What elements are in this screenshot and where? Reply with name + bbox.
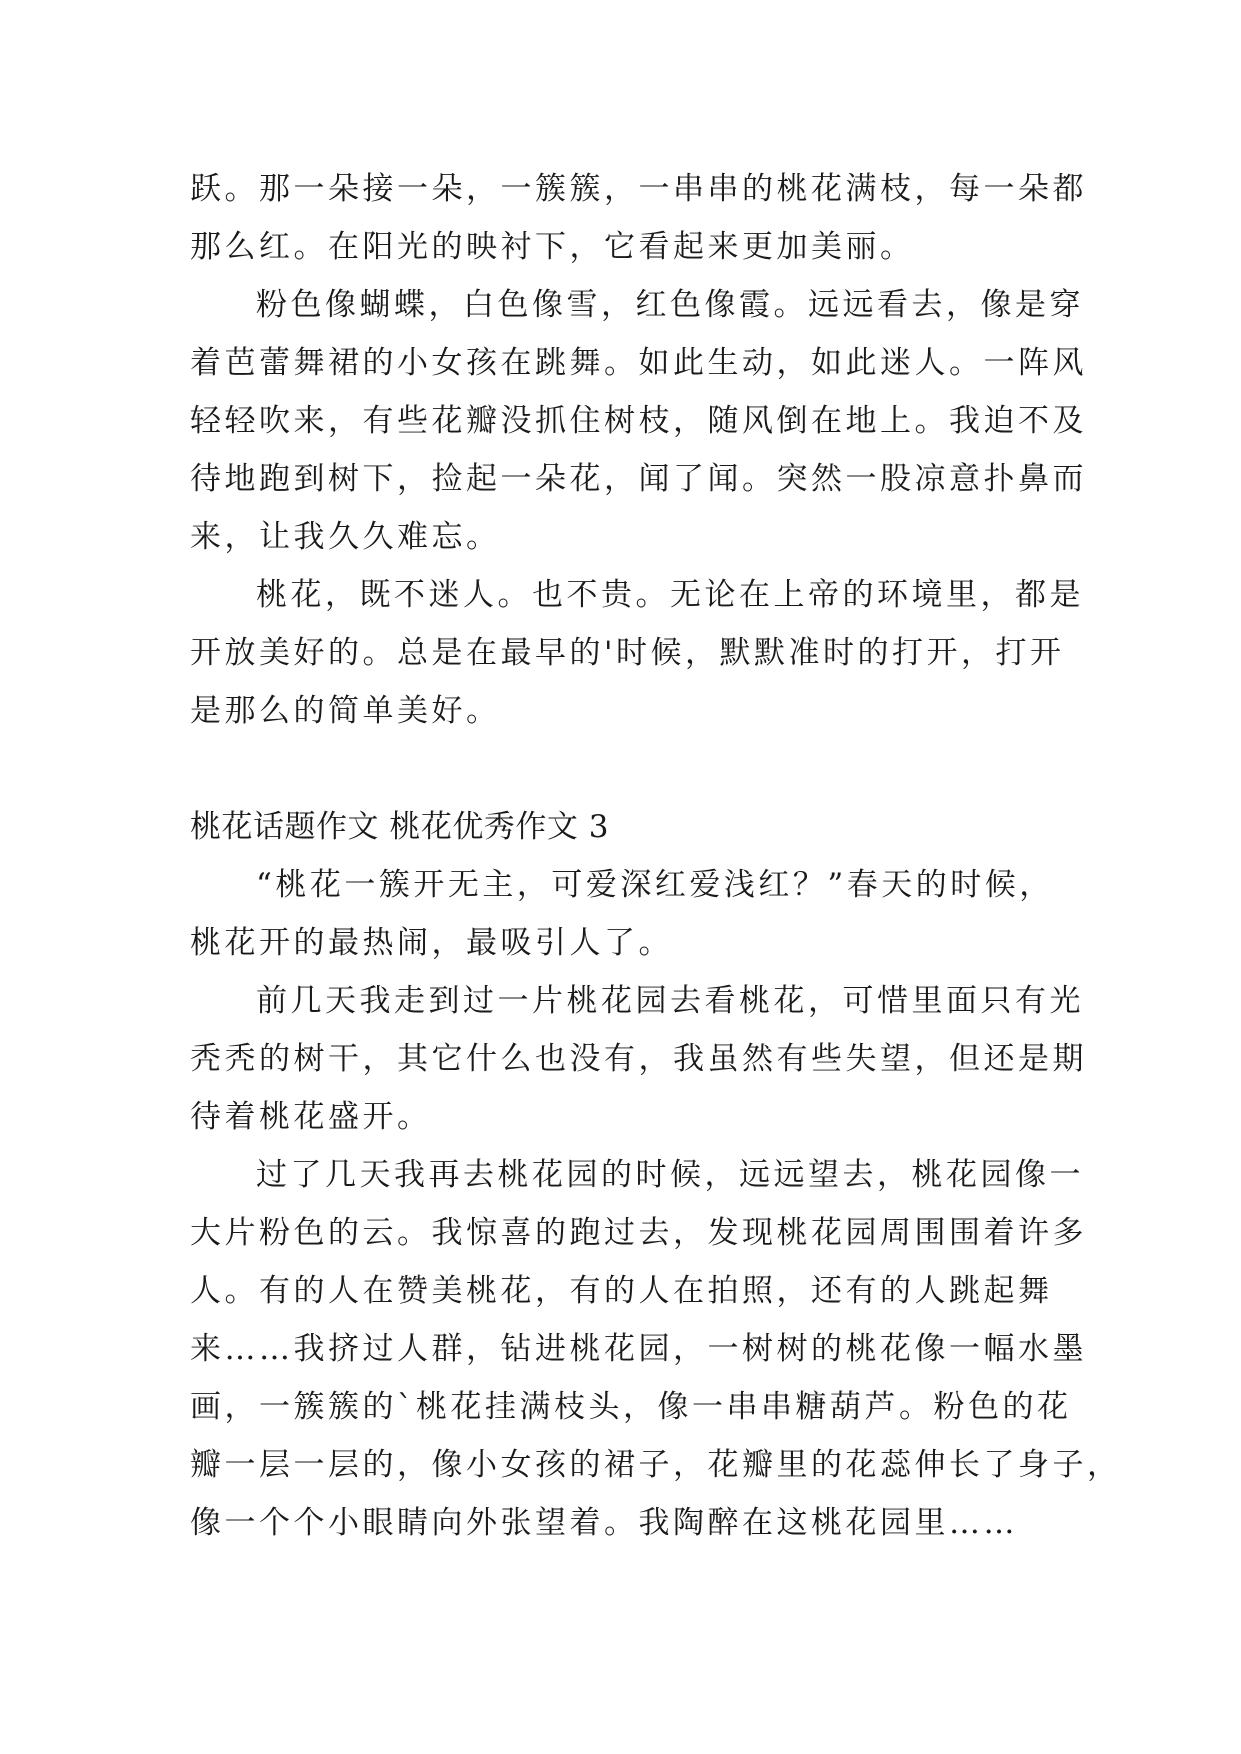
paragraph <box>190 972 1087 1146</box>
document-page <box>190 160 1122 1552</box>
paragraph <box>190 276 1087 566</box>
text-line: 过了几天我再去桃花园的时候，远远望去，桃花园像一 <box>256 1157 1084 1193</box>
paragraph <box>190 566 1084 740</box>
essay-section-top <box>190 160 1087 740</box>
text-line: 开放美好的。总是在最早的'时候，默默准时的打开，打开 <box>190 635 1065 671</box>
text-line: 待着桃花盛开。 <box>190 1099 432 1135</box>
text-line: 桃花，既不迷人。也不贵。无论在上帝的环境里，都是 <box>256 577 1084 613</box>
text-line: 跃。那一朵接一朵，一簇簇，一串串的桃花满枝，每一朵都 <box>190 171 1087 207</box>
text-line: 桃花开的最热闹，最吸引人了。 <box>190 925 673 961</box>
text-line: 人。有的人在赞美桃花，有的人在拍照，还有的人跳起舞 <box>190 1273 1053 1309</box>
text-line: 那么红。在阳光的映衬下，它看起来更加美丽。 <box>190 229 915 265</box>
text-line: 前几天我走到过一片桃花园去看桃花，可惜里面只有光 <box>256 983 1084 1019</box>
text-line: 轻轻吹来，有些花瓣没抓住树枝，随风倒在地上。我迫不及 <box>190 403 1087 439</box>
text-line: 粉色像蝴蝶，白色像雪，红色像霞。远远看去，像是穿 <box>256 287 1084 323</box>
text-line: 着芭蕾舞裙的小女孩在跳舞。如此生动，如此迷人。一阵风 <box>190 345 1087 381</box>
text-line: 是那么的简单美好。 <box>190 693 501 729</box>
paragraph <box>190 160 1087 276</box>
paragraph <box>190 856 1060 972</box>
text-line: 瓣一层一层的，像小女孩的裙子，花瓣里的花蕊伸长了身子， <box>190 1447 1122 1483</box>
text-line: 像一个个小眼睛向外张望着。我陶醉在这桃花园里…… <box>190 1505 1018 1541</box>
section-gap <box>190 740 1060 798</box>
text-line: “桃花一簇开无主，可爱深红爱浅红？”春天的时候， <box>256 867 1054 903</box>
paragraph <box>190 1146 1122 1552</box>
text-line: 来……我挤过人群，钻进桃花园，一树树的桃花像一幅水墨 <box>190 1331 1087 1367</box>
section-heading: 桃花话题作文 桃花优秀作文 3 <box>190 809 609 845</box>
text-line: 大片粉色的云。我惊喜的跑过去，发现桃花园周围围着许多 <box>190 1215 1087 1251</box>
text-line: 待地跑到树下，捡起一朵花，闻了闻。突然一股凉意扑鼻而 <box>190 461 1087 497</box>
text-line: 画，一簇簇的`桃花挂满枝头，像一串串糖葫芦。粉色的花 <box>190 1389 1072 1425</box>
essay-section-bottom <box>190 856 1122 1552</box>
text-line: 来，让我久久难忘。 <box>190 519 501 555</box>
text-line: 秃秃的树干，其它什么也没有，我虽然有些失望，但还是期 <box>190 1041 1087 1077</box>
